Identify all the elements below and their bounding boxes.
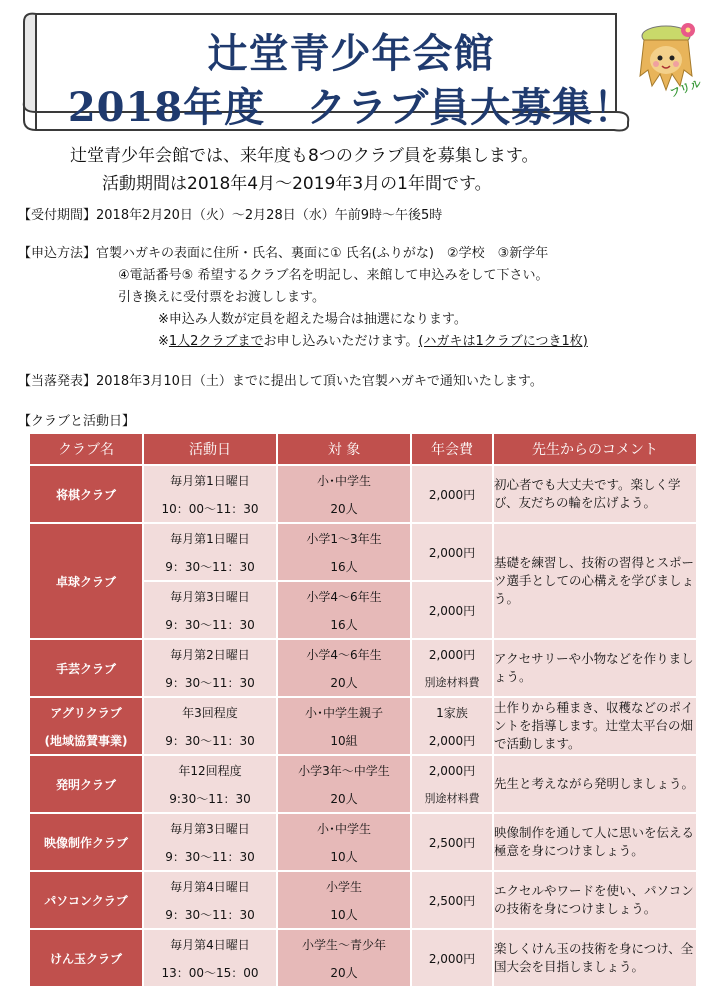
annual-fee: 2,000円 bbox=[411, 465, 493, 523]
capacity: 20人 bbox=[330, 791, 358, 806]
activity-time: 9：30～11：30 bbox=[165, 675, 255, 690]
activity-time: 9：30～11：30 bbox=[165, 559, 255, 574]
activity-day: 毎月第1日曜日 bbox=[170, 473, 250, 488]
capacity: 20人 bbox=[330, 675, 358, 690]
capacity: 10人 bbox=[330, 907, 358, 922]
activity-time: 13：00～15：00 bbox=[161, 965, 259, 980]
header-annual-fee: 年会費 bbox=[411, 433, 493, 465]
teacher-comment: 初心者でも大丈夫です。楽しく学び、友だちの輪を広げよう。 bbox=[493, 465, 697, 523]
target: 小学生 bbox=[325, 879, 362, 894]
annual-fee: 2,000円 bbox=[428, 733, 476, 748]
activity-time: 9:30～11：30 bbox=[169, 791, 251, 806]
activity-day: 年3回程度 bbox=[182, 705, 238, 720]
activity-day: 毎月第1日曜日 bbox=[170, 531, 250, 546]
table-heading: 【クラブと活動日】 bbox=[18, 414, 136, 429]
club-name: アグリクラブ bbox=[50, 705, 122, 720]
announcement: 【当落発表】2018年3月10日（土）までに提出して頂いた官製ハガキで通知いたします。 bbox=[18, 374, 543, 389]
club-name: 映像制作クラブ bbox=[29, 813, 143, 871]
target: 小学4～6年生 bbox=[306, 589, 382, 604]
note2-underlined-a: 1人2クラブまで bbox=[168, 334, 264, 349]
header-activity-day: 活動日 bbox=[143, 433, 277, 465]
club-name: パソコンクラブ bbox=[29, 871, 143, 929]
banner-title-line1: 辻堂青少年会館 bbox=[207, 30, 495, 77]
note2-prefix: ※ bbox=[158, 334, 169, 349]
annual-fee-unit: 1家族 bbox=[436, 705, 468, 720]
activity-time: 10：00～11：30 bbox=[161, 501, 259, 516]
activity-time: 9：30～11：30 bbox=[165, 907, 255, 922]
mascot-illustration bbox=[630, 14, 704, 124]
capacity: 16人 bbox=[330, 617, 358, 632]
teacher-comment: 基礎を練習し、技術の習得とスポーツ選手としての心構えを学びましょう。 bbox=[493, 523, 697, 639]
mascot-icon bbox=[630, 14, 704, 124]
table-row bbox=[29, 929, 697, 987]
table-row bbox=[29, 523, 697, 581]
table-row bbox=[29, 465, 697, 523]
activity-day: 毎月第2日曜日 bbox=[170, 647, 250, 662]
header-comment: 先生からのコメント bbox=[493, 433, 697, 465]
table-row bbox=[29, 697, 697, 755]
capacity: 16人 bbox=[330, 559, 358, 574]
activity-day: 毎月第3日曜日 bbox=[170, 821, 250, 836]
activity-day: 毎月第3日曜日 bbox=[170, 589, 250, 604]
table-row bbox=[29, 755, 697, 813]
material-fee-note: 別途材料費 bbox=[424, 792, 480, 806]
table-row bbox=[29, 639, 697, 697]
target: 小学生～青少年 bbox=[301, 937, 386, 952]
annual-fee: 2,000円 bbox=[428, 647, 476, 662]
target: 小学4～6年生 bbox=[306, 647, 382, 662]
annual-fee: 2,000円 bbox=[411, 929, 493, 987]
target: 小学1～3年生 bbox=[306, 531, 382, 546]
title-banner bbox=[16, 8, 704, 134]
annual-fee: 2,500円 bbox=[411, 871, 493, 929]
annual-fee: 2,000円 bbox=[428, 763, 476, 778]
capacity: 20人 bbox=[330, 965, 358, 980]
annual-fee: 2,500円 bbox=[411, 813, 493, 871]
apply-line2: ④電話番号⑤ 希望するクラブ名を明記し、来館して申込みをして下さい。 bbox=[118, 268, 549, 283]
club-name: 発明クラブ bbox=[29, 755, 143, 813]
teacher-comment: アクセサリーや小物などを作りましょう。 bbox=[493, 639, 697, 697]
header-target: 対 象 bbox=[277, 433, 411, 465]
activity-day: 毎月第4日曜日 bbox=[170, 937, 250, 952]
target: 小･中学生 bbox=[316, 821, 371, 836]
club-name: 将棋クラブ bbox=[29, 465, 143, 523]
reception-period: 【受付期間】2018年2月20日（火）～2月28日（水）午前9時～午後5時 bbox=[18, 208, 443, 223]
activity-time: 9：30～11：30 bbox=[165, 849, 255, 864]
capacity: 10人 bbox=[330, 849, 358, 864]
target: 小学3年～中学生 bbox=[298, 763, 390, 778]
header-club-name: クラブ名 bbox=[29, 433, 143, 465]
intro-text bbox=[70, 142, 538, 198]
target: 小･中学生親子 bbox=[304, 705, 383, 720]
capacity: 20人 bbox=[330, 501, 358, 516]
teacher-comment: 楽しくけん玉の技術を身につけ、全国大会を目指しましょう。 bbox=[493, 929, 697, 987]
banner-title-line2: 2018年度 クラブ員大募集！ bbox=[67, 84, 635, 131]
clubs-table bbox=[28, 432, 698, 988]
apply-note1: ※申込み人数が定員を超えた場合は抽選になります。 bbox=[158, 312, 467, 327]
note2-mid: お申し込みいただけます。 bbox=[263, 334, 419, 349]
teacher-comment: 映像制作を通して人に思いを伝える極意を身につけましょう。 bbox=[493, 813, 697, 871]
annual-fee: 2,000円 bbox=[411, 581, 493, 639]
material-fee-note: 別途材料費 bbox=[424, 676, 480, 690]
club-name: 手芸クラブ bbox=[29, 639, 143, 697]
capacity: 10組 bbox=[330, 733, 358, 748]
mascot-caption: フリル bbox=[668, 76, 704, 101]
club-name: 卓球クラブ bbox=[29, 523, 143, 639]
apply-line1: 【申込方法】官製ハガキの表面に住所・氏名、裏面に① 氏名(ふりがな) ②学校 ③新学年 bbox=[18, 246, 549, 261]
teacher-comment: エクセルやワードを使い、パソコンの技術を身につけましょう。 bbox=[493, 871, 697, 929]
intro-line1: 辻堂青少年会館では、来年度も8つのクラブ員を募集します。 bbox=[70, 146, 539, 166]
note2-underlined-b: (ハガキは1クラブにつき1枚) bbox=[418, 334, 588, 349]
annual-fee: 2,000円 bbox=[411, 523, 493, 581]
activity-day: 年12回程度 bbox=[178, 763, 242, 778]
activity-time: 9：30～11：30 bbox=[165, 617, 255, 632]
target: 小･中学生 bbox=[316, 473, 371, 488]
table-row bbox=[29, 871, 697, 929]
teacher-comment: 土作りから種まき、収穫などのポイントを指導します。辻堂太平台の畑で活動します。 bbox=[493, 697, 697, 755]
apply-line3: 引き換えに受付票をお渡しします。 bbox=[118, 290, 325, 305]
activity-time: 9：30～11：30 bbox=[165, 733, 255, 748]
table-header-row bbox=[29, 433, 697, 465]
club-name-sub: (地域協賛事業) bbox=[44, 733, 128, 748]
apply-note2 bbox=[158, 330, 588, 349]
table-row bbox=[29, 813, 697, 871]
club-name: けん玉クラブ bbox=[29, 929, 143, 987]
intro-line2: 活動期間は2018年4月～2019年3月の1年間です。 bbox=[102, 174, 492, 194]
teacher-comment: 先生と考えながら発明しましょう。 bbox=[493, 755, 697, 813]
activity-day: 毎月第4日曜日 bbox=[170, 879, 250, 894]
